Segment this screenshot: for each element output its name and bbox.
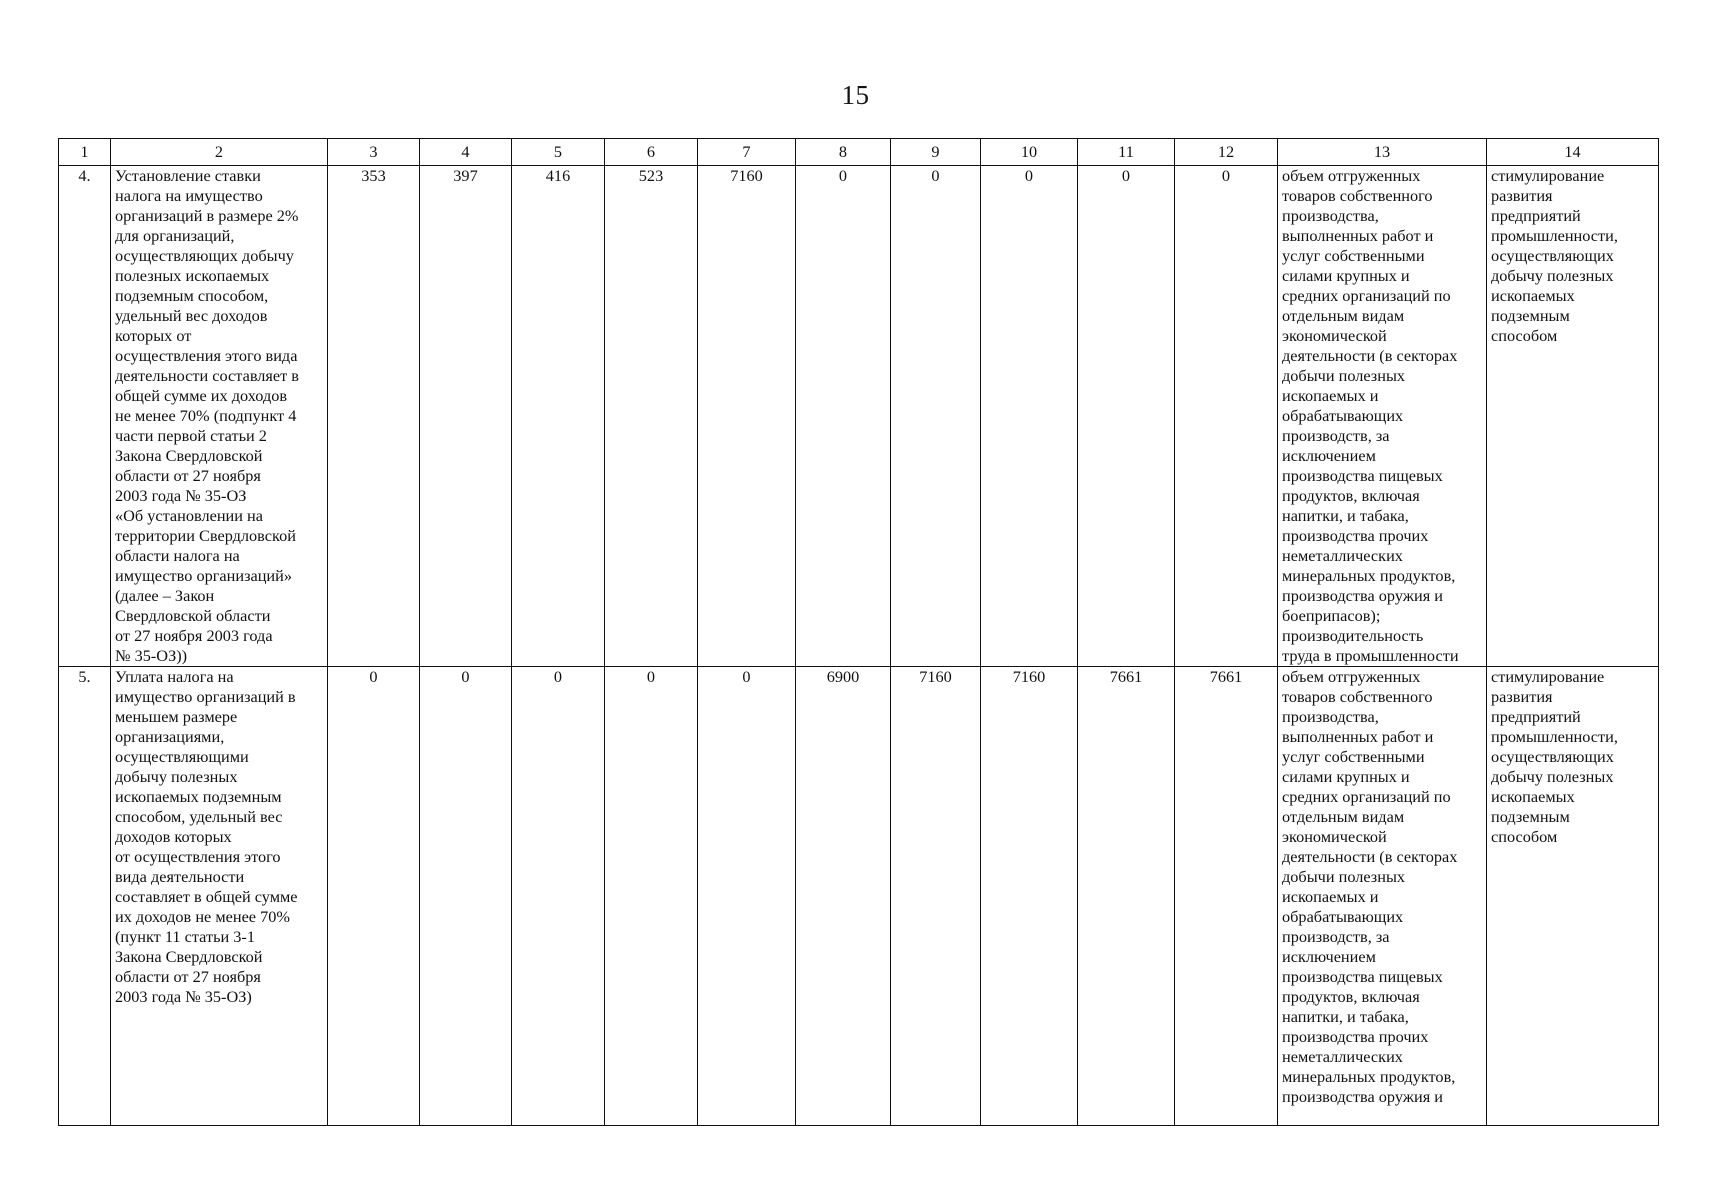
- column-header: 2: [111, 139, 328, 166]
- value-cell: 7160: [981, 667, 1078, 1126]
- value-cell: 0: [328, 667, 420, 1126]
- row-description: Установление ставки налога на имущество организаций в размере 2% для организаций, осуществляющих добычу полезных ископаемых подземным способом, удельный вес доходов которых от осуществления этого вида деятельности составляет в общей сумме их доходов не менее 70% (подпункт 4 части первой статьи 2 Закона Свердловской области от 27 ноября 2003 года № 35-ОЗ «Об установлении на территории Свердловской области налога на имущество организаций» (далее – Закон Свердловской области от 27 ноября 2003 года № 35-ОЗ)): [111, 166, 328, 667]
- value-cell: 0: [796, 166, 891, 667]
- value-cell: 0: [981, 166, 1078, 667]
- value-cell: 0: [891, 166, 981, 667]
- table-row: [59, 667, 1659, 1126]
- value-cell: 0: [1078, 166, 1175, 667]
- column-header: 1: [59, 139, 111, 166]
- value-cell: 0: [698, 667, 796, 1126]
- value-cell: 7661: [1175, 667, 1278, 1126]
- column-header: 11: [1078, 139, 1175, 166]
- column-header: 7: [698, 139, 796, 166]
- indicator-cell: объем отгруженных товаров собственного производства, выполненных работ и услуг собственными силами крупных и средних организаций по отдельным видам экономической деятельности (в секторах добычи полезных ископаемых и обрабатывающих производств, за исключением производства пищевых продуктов, включая напитки, и табака, производства прочих неметаллических минеральных продуктов, производства оружия и боеприпасов); производительность труда в промышленности: [1278, 166, 1487, 667]
- goal-cell: стимулирование развития предприятий промышленности, осуществляющих добычу полезных ископаемых подземным способом: [1487, 667, 1659, 1126]
- column-header: 3: [328, 139, 420, 166]
- value-cell: 7661: [1078, 667, 1175, 1126]
- column-header: 10: [981, 139, 1078, 166]
- table-header-row: [59, 139, 1659, 166]
- column-header: 8: [796, 139, 891, 166]
- value-cell: 6900: [796, 667, 891, 1126]
- tax-benefits-table: [58, 138, 1659, 1126]
- column-header: 14: [1487, 139, 1659, 166]
- row-index: 4.: [59, 166, 111, 667]
- value-cell: 0: [1175, 166, 1278, 667]
- column-header: 12: [1175, 139, 1278, 166]
- value-cell: 0: [605, 667, 698, 1126]
- row-index: 5.: [59, 667, 111, 1126]
- row-description: Уплата налога на имущество организаций в меньшем размере организациями, осуществляющими добычу полезных ископаемых подземным способом, удельный вес доходов которых от осуществления этого вида деятельности составляет в общей сумме их доходов не менее 70% (пункт 11 статьи 3-1 Закона Свердловской области от 27 ноября 2003 года № 35-ОЗ): [111, 667, 328, 1126]
- column-header: 5: [512, 139, 605, 166]
- column-header: 13: [1278, 139, 1487, 166]
- value-cell: 0: [512, 667, 605, 1126]
- column-header: 9: [891, 139, 981, 166]
- column-header: 4: [420, 139, 512, 166]
- value-cell: 416: [512, 166, 605, 667]
- column-header: 6: [605, 139, 698, 166]
- value-cell: 7160: [891, 667, 981, 1126]
- value-cell: 7160: [698, 166, 796, 667]
- value-cell: 353: [328, 166, 420, 667]
- goal-cell: стимулирование развития предприятий промышленности, осуществляющих добычу полезных ископаемых подземным способом: [1487, 166, 1659, 667]
- table-row: [59, 166, 1659, 667]
- value-cell: 0: [420, 667, 512, 1126]
- page-number: 15: [841, 80, 870, 110]
- value-cell: 397: [420, 166, 512, 667]
- value-cell: 523: [605, 166, 698, 667]
- indicator-cell: объем отгруженных товаров собственного производства, выполненных работ и услуг собственными силами крупных и средних организаций по отдельным видам экономической деятельности (в секторах добычи полезных ископаемых и обрабатывающих производств, за исключением производства пищевых продуктов, включая напитки, и табака, производства прочих неметаллических минеральных продуктов, производства оружия и: [1278, 667, 1487, 1126]
